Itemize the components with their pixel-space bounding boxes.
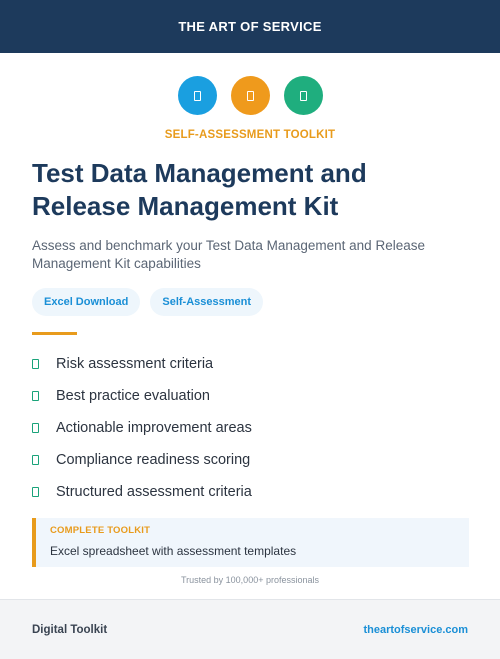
- footer-bar: [0, 599, 500, 659]
- toolkit-callout: [32, 518, 469, 567]
- check-icon: [32, 487, 39, 497]
- feature-item: [32, 444, 472, 476]
- feature-item: [32, 412, 472, 444]
- eyebrow-label: SELF-ASSESSMENT TOOLKIT: [164, 129, 336, 141]
- feature-text: Risk assessment criteria: [56, 356, 214, 372]
- check-icon: [32, 391, 39, 401]
- icon-row: [0, 76, 500, 115]
- callout-text: Excel spreadsheet with assessment templates: [50, 544, 297, 558]
- tag-excel-download: Excel Download: [32, 288, 140, 316]
- accent-divider: [32, 332, 77, 335]
- document-icon: [178, 76, 217, 115]
- check-icon: [32, 455, 39, 465]
- check-icon: [32, 359, 39, 369]
- feature-item: [32, 348, 472, 380]
- feature-list: [32, 348, 472, 508]
- feature-text: Actionable improvement areas: [56, 420, 252, 436]
- check-icon: [32, 423, 39, 433]
- header-bar: [0, 0, 500, 53]
- feature-text: Best practice evaluation: [56, 388, 210, 404]
- tag-list: [32, 288, 263, 316]
- brand-name: THE ART OF SERVICE: [178, 19, 322, 34]
- feature-text: Structured assessment criteria: [56, 484, 252, 500]
- feature-text: Compliance readiness scoring: [56, 452, 251, 468]
- trust-statement: Trusted by 100,000+ professionals: [180, 575, 319, 585]
- page-title: Test Data Management and Release Management Kit: [32, 158, 367, 221]
- document-icon: [284, 76, 323, 115]
- footer-label: Digital Toolkit: [32, 623, 108, 636]
- website-link[interactable]: theartofservice.com: [363, 623, 468, 636]
- feature-item: [32, 380, 472, 412]
- callout-label: COMPLETE TOOLKIT: [50, 525, 151, 536]
- page-subtitle: Assess and benchmark your Test Data Management and Release Management Kit capabilities: [32, 238, 425, 271]
- document-icon: [231, 76, 270, 115]
- tag-self-assessment: Self-Assessment: [150, 288, 263, 316]
- feature-item: [32, 476, 472, 508]
